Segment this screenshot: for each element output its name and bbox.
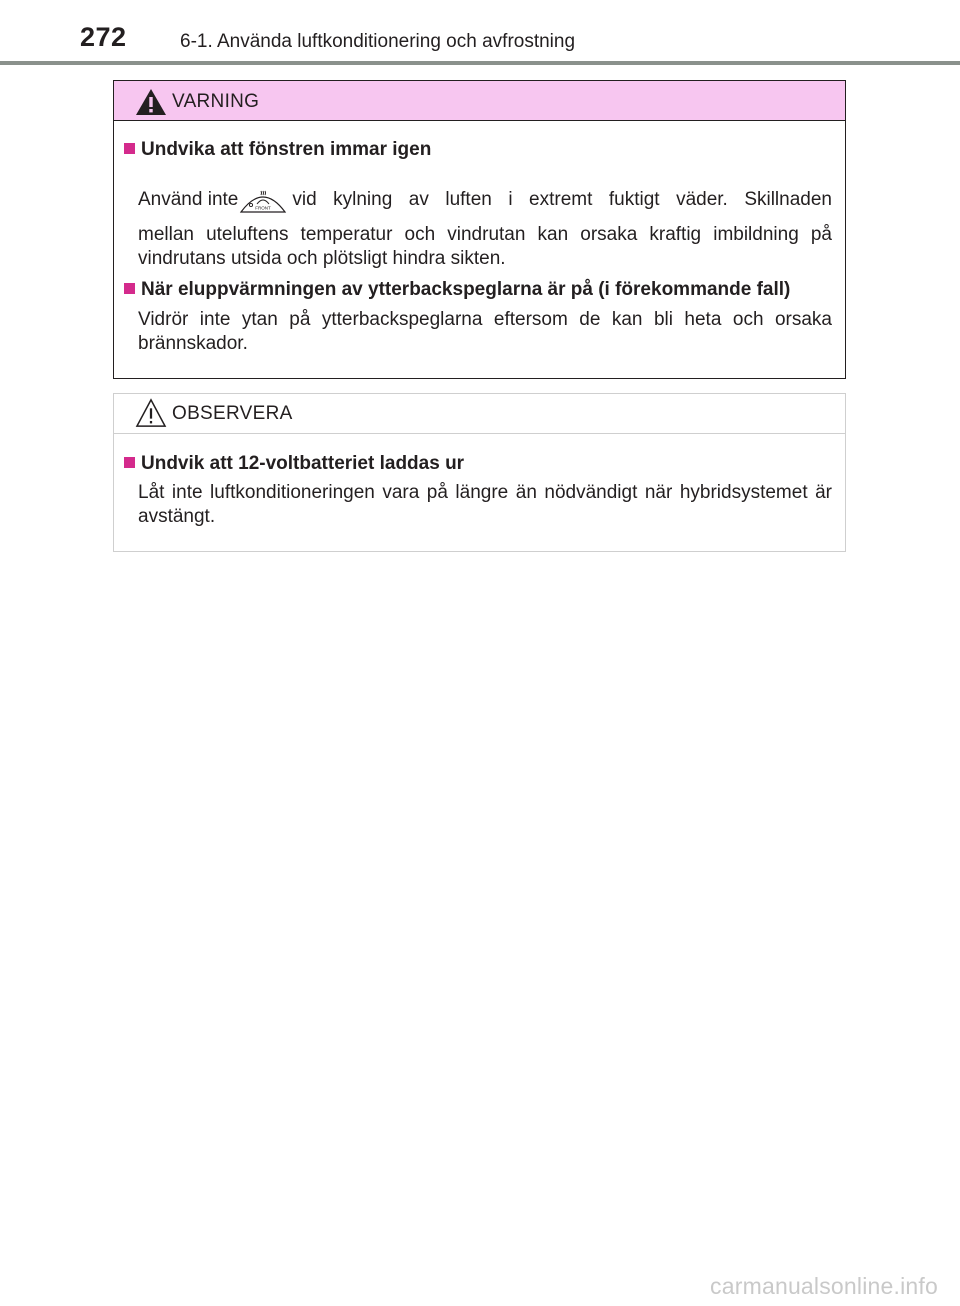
page-number: 272 (80, 22, 127, 52)
warning-item-heading: När eluppvärmningen av ytterbackspeglarna är på (i förekommande fall) (124, 279, 790, 301)
warning-item-text: Vidrör inte ytan på ytterbackspeglarna eftersom de kan bli heta och orsaka brännskador. (138, 309, 832, 354)
chapter-title: 6-1. Använda luftkonditionering och avfrostning (180, 31, 576, 52)
front-defroster-button-icon (238, 186, 288, 214)
warning-box (113, 80, 846, 379)
warning-item-heading: Undvika att fönstren immar igen (124, 139, 431, 161)
page-header (0, 0, 960, 64)
warning-title: VARNING (172, 91, 260, 112)
caution-triangle-outline-icon (134, 398, 168, 428)
notice-header (114, 394, 845, 434)
warning-item-text: Använd inte FRONT vid kylning av luften i extremt fuktigt väder. Skillnaden mellan uteluftens temperatur och vindrutan kan orsaka kraftig imbildning på vindrutans utsida och plötsligt hindra sikten. (138, 185, 832, 271)
notice-item-text: Låt inte luftkonditioneringen vara på längre än nödvändigt när hybridsystemet är avstängt. (138, 482, 832, 527)
notice-title: OBSERVERA (172, 403, 293, 424)
bullet-square-icon (124, 283, 135, 294)
notice-box (113, 393, 846, 552)
svg-text:FRONT: FRONT (255, 205, 272, 211)
warning-header (114, 81, 845, 121)
notice-item-heading: Undvik att 12-voltbatteriet laddas ur (124, 453, 464, 475)
header-rule (0, 61, 960, 65)
bullet-square-icon (124, 143, 135, 154)
bullet-square-icon (124, 457, 135, 468)
watermark: carmanualsonline.info (710, 1273, 938, 1299)
warning-triangle-icon (134, 87, 168, 117)
